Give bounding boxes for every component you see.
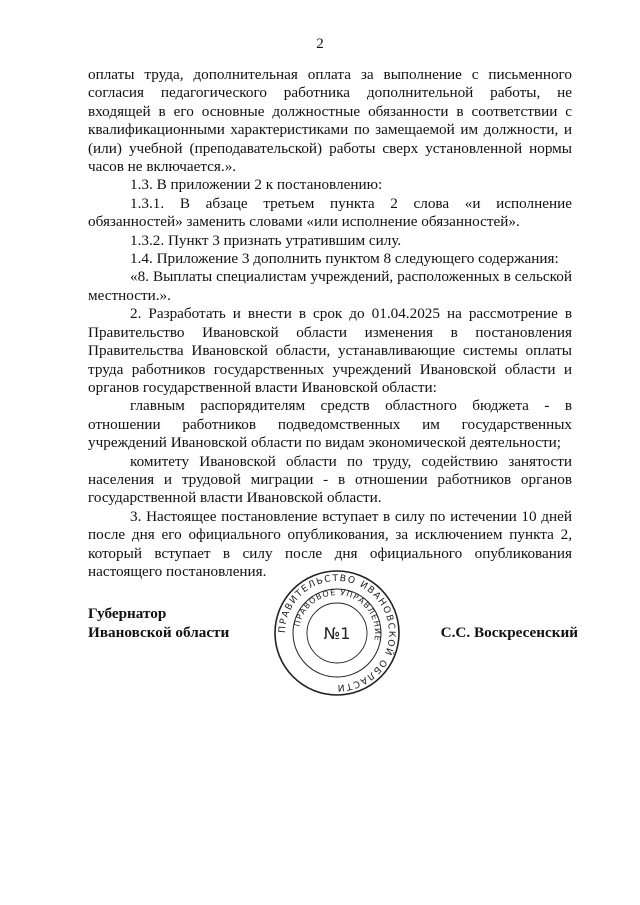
- stamp-inner-text: ПРАВОВОЕ УПРАВЛЕНИЕ: [292, 587, 383, 643]
- official-seal-stamp: [272, 568, 402, 698]
- stamp-ring-text: ПРАВИТЕЛЬСТВО ИВАНОВСКОЙ ОБЛАСТИ: [276, 572, 398, 694]
- paragraph-2-item-2: комитету Ивановской области по труду, содействию занятости населения и трудовой миграции - в отношении работников органов государственной власти Ивановской области.: [88, 452, 572, 507]
- paragraph-1-3-1: 1.3.1. В абзаце третьем пункта 2 слова «и исполнение обязанностей» заменить словами «или исполнение обязанностей».: [88, 194, 572, 231]
- paragraph-1-4: 1.4. Приложение 3 дополнить пунктом 8 следующего содержания:: [130, 250, 559, 268]
- signatory-position-line-1: Губернатор: [88, 605, 167, 622]
- signatory-name: С.С. Воскресенский: [440, 624, 578, 641]
- document-body: [88, 66, 572, 581]
- paragraph-continuation: оплаты труда, дополнительная оплата за выполнение с письменного согласия педагогического работника дополнительной работы, не входящей в его основные должностные обязанности в соответствии с квалификационными характеристиками по замещаемой им должности, и (или) учебной (преподавательской) работы сверх установленной нормы часов не включается.».: [88, 66, 572, 176]
- signatory-position: [88, 604, 229, 642]
- signatory-position-line-2: Ивановской области: [88, 624, 230, 641]
- paragraph-1-3: 1.3. В приложении 2 к постановлению:: [130, 176, 383, 194]
- paragraph-1-3-2: 1.3.2. Пункт 3 признать утратившим силу.: [130, 231, 402, 249]
- paragraph-1-4-quote: «8. Выплаты специалистам учреждений, расположенных в сельской местности.».: [88, 268, 572, 304]
- page-number: 2: [316, 36, 324, 52]
- paragraph-2-item-1: главным распорядителям средств областного бюджета - в отношении работников подведомственных им государственных учреждений Ивановской области по видам экономической деятельности;: [88, 397, 572, 452]
- stamp-number: №1: [323, 624, 351, 643]
- paragraph-2: 2. Разработать и внести в срок до 01.04.2025 на рассмотрение в Правительство Ивановской области изменения в постановления Правительства Ивановской области, устанавливающие системы оплаты труда работников государственных учреждений Ивановской области и органов государственной власти Ивановской области:: [88, 305, 572, 396]
- paragraph-3: 3. Настоящее постановление вступает в силу по истечении 10 дней после дня его официального опубликования, за исключением пункта 2, который вступает в силу после дня официального опубликования настоящего постановления.: [88, 507, 572, 580]
